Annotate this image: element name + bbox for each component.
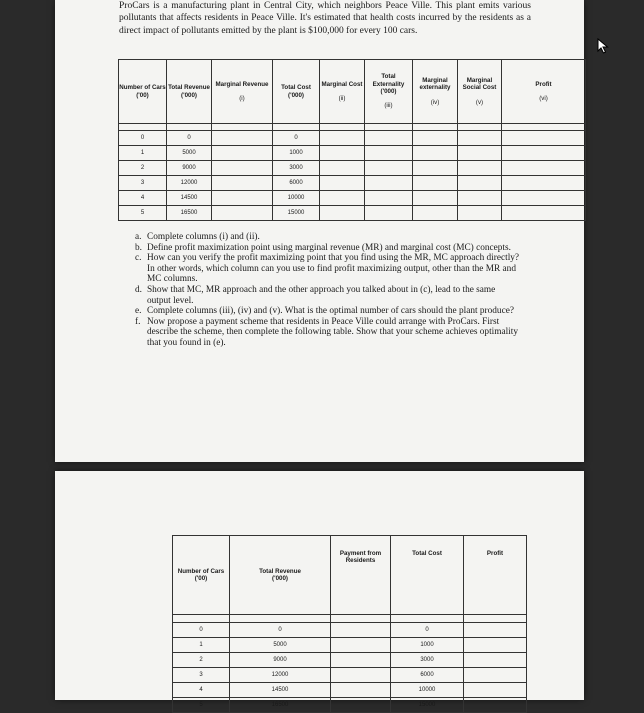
- table-cell: [464, 638, 527, 653]
- header-profit: Profit: [464, 536, 527, 615]
- table-cell: [212, 191, 273, 206]
- table-cell: [413, 191, 458, 206]
- document-page-2: [55, 471, 584, 708]
- table-cell: 1: [119, 146, 167, 161]
- table-cell: [331, 698, 391, 713]
- table-cell: [212, 176, 273, 191]
- question-item: [131, 306, 521, 317]
- table-cell: 12000: [230, 668, 331, 683]
- table-cell: [320, 191, 365, 206]
- header-number-of-cars: Number of Cars ('00): [173, 536, 230, 615]
- table-cell: [320, 131, 365, 146]
- header-total-revenue: Total Revenue ('000): [167, 60, 212, 124]
- table-row: [119, 161, 586, 176]
- table-cell: 6000: [391, 668, 464, 683]
- question-item: [131, 243, 521, 254]
- table-cell: [413, 161, 458, 176]
- header-marginal-externality: Marginal externality (iv): [413, 60, 458, 124]
- problem-intro: ProCars is a manufacturing plant in Central City, which neighbors Peace Ville. This plant emits various pollutants that affects residents in Peace Ville. It's estimated that health costs incurred by the residents as a direct impact of pollutants emitted by the plant is $100,000 for every 100 cars.: [119, 1, 531, 36]
- header-profit: Profit (vi): [502, 60, 586, 124]
- table-cell: 14500: [230, 683, 331, 698]
- table-cell: [413, 146, 458, 161]
- question-text: Define profit maximization point using marginal revenue (MR) and marginal cost (MC) concepts.: [147, 242, 511, 253]
- table-cell: [212, 131, 273, 146]
- table-cell: 15000: [391, 698, 464, 713]
- question-label: f.: [135, 316, 141, 327]
- table-cell: 3: [119, 176, 167, 191]
- table-cell: 5000: [167, 146, 212, 161]
- table-cell: [365, 176, 413, 191]
- header-marginal-revenue: Marginal Revenue (i): [212, 60, 273, 124]
- table-cell: [458, 161, 502, 176]
- table-row: [119, 131, 586, 146]
- table-cell: [502, 146, 586, 161]
- question-item: [131, 317, 521, 349]
- table-row: [119, 146, 586, 161]
- table-row: [119, 206, 586, 221]
- table-cell: [365, 146, 413, 161]
- table-cell: 12000: [167, 176, 212, 191]
- table-row: [173, 638, 527, 653]
- table-cell: 9000: [167, 161, 212, 176]
- question-label: d.: [135, 284, 142, 295]
- question-list: [131, 232, 521, 349]
- question-item: [131, 232, 521, 243]
- table-row: [173, 653, 527, 668]
- table-cell: 1000: [391, 638, 464, 653]
- table-row: [173, 623, 527, 638]
- table-cell: [320, 146, 365, 161]
- header-marginal-social-cost: Marginal Social Cost (v): [458, 60, 502, 124]
- table-row: [173, 668, 527, 683]
- table-row: [173, 683, 527, 698]
- table-cell: [458, 191, 502, 206]
- table-cell: 9000: [230, 653, 331, 668]
- table-spacer-row: [173, 615, 527, 623]
- question-text: How can you verify the profit maximizing point that you find using the MR, MC approach directly? In other words, which column can you use to find profit maximizing output, other than the MR and MC columns.: [147, 253, 520, 285]
- header-total-cost: Total Cost: [391, 536, 464, 615]
- payment-scheme-table: [172, 535, 527, 713]
- table-cell: 0: [167, 131, 212, 146]
- table-cell: [458, 146, 502, 161]
- question-label: a.: [135, 232, 142, 242]
- table-cell: [331, 668, 391, 683]
- table-cell: [464, 698, 527, 713]
- table-row: [173, 698, 527, 713]
- table-cell: 5: [119, 206, 167, 221]
- question-text: Now propose a payment scheme that residents in Peace Ville could arrange with ProCars. First describe the scheme, then complete the following table. Show that your scheme achieves optimality that you found in (e).: [147, 316, 518, 348]
- table-cell: 16500: [230, 698, 331, 713]
- table-cell: 10000: [391, 683, 464, 698]
- table-cell: 2: [119, 161, 167, 176]
- table-cell: 14500: [167, 191, 212, 206]
- question-label: c.: [135, 253, 142, 264]
- table-cell: [502, 191, 586, 206]
- table-cell: [502, 131, 586, 146]
- table-cell: [413, 206, 458, 221]
- question-label: e.: [135, 306, 142, 317]
- table-cell: [212, 146, 273, 161]
- table-cell: [365, 131, 413, 146]
- pointer-arrow-icon: [597, 38, 611, 54]
- table-cell: 4: [173, 683, 230, 698]
- table-cell: 5000: [230, 638, 331, 653]
- table-cell: 0: [119, 131, 167, 146]
- header-total-externality: Total Externality ('000) (iii): [365, 60, 413, 124]
- question-text: Complete columns (i) and (ii).: [147, 232, 260, 242]
- table-cell: [365, 191, 413, 206]
- table-header-row: [119, 60, 586, 124]
- header-total-revenue: Total Revenue ('000): [230, 536, 331, 615]
- table-cell: 1: [173, 638, 230, 653]
- table-spacer-row: [119, 124, 586, 131]
- question-label: b.: [135, 242, 142, 253]
- table-cell: [502, 176, 586, 191]
- table-cell: 2: [173, 653, 230, 668]
- table-row: [119, 191, 586, 206]
- table-cell: [365, 206, 413, 221]
- question-text: Show that MC, MR approach and the other approach you talked about in (c), lead to the same output level.: [147, 284, 496, 306]
- table-cell: 6000: [273, 176, 320, 191]
- table-cell: [413, 176, 458, 191]
- table-cell: [331, 623, 391, 638]
- document-page-1: [55, 0, 584, 462]
- table-cell: [365, 161, 413, 176]
- table-cell: 4: [119, 191, 167, 206]
- table-cell: [331, 638, 391, 653]
- table-cell: [464, 683, 527, 698]
- table-cell: [464, 668, 527, 683]
- table-cell: [458, 206, 502, 221]
- table-cell: 15000: [273, 206, 320, 221]
- table-cell: [320, 161, 365, 176]
- header-total-cost: Total Cost ('000): [273, 60, 320, 124]
- table-cell: [458, 176, 502, 191]
- header-marginal-cost: Marginal Cost (ii): [320, 60, 365, 124]
- header-number-of-cars: Number of Cars ('00): [119, 60, 167, 124]
- table-cell: [331, 653, 391, 668]
- table-cell: [212, 161, 273, 176]
- table-cell: [502, 206, 586, 221]
- table-cell: 0: [391, 623, 464, 638]
- table-cell: [464, 623, 527, 638]
- table-cell: [331, 683, 391, 698]
- table-cell: 3000: [273, 161, 320, 176]
- table-cell: [458, 131, 502, 146]
- table-cell: 10000: [273, 191, 320, 206]
- table-cell: [464, 653, 527, 668]
- table-cell: 1000: [273, 146, 320, 161]
- table-cell: 0: [173, 623, 230, 638]
- table-cell: [320, 176, 365, 191]
- cars-cost-table: [118, 59, 586, 221]
- table-cell: [502, 161, 586, 176]
- table-header-row: [173, 536, 527, 615]
- table-cell: 3: [173, 668, 230, 683]
- table-cell: 5: [173, 698, 230, 713]
- question-item: [131, 285, 521, 306]
- table-cell: 16500: [167, 206, 212, 221]
- table-cell: [413, 131, 458, 146]
- table-cell: [320, 206, 365, 221]
- table-cell: [212, 206, 273, 221]
- table-cell: 0: [230, 623, 331, 638]
- question-text: Complete columns (iii), (iv) and (v). What is the optimal number of cars should the plant produce?: [147, 306, 514, 317]
- table-cell: 3000: [391, 653, 464, 668]
- table-row: [119, 176, 586, 191]
- question-item: [131, 253, 521, 285]
- header-payment-from-residents: Payment from Residents: [331, 536, 391, 615]
- table-cell: 0: [273, 131, 320, 146]
